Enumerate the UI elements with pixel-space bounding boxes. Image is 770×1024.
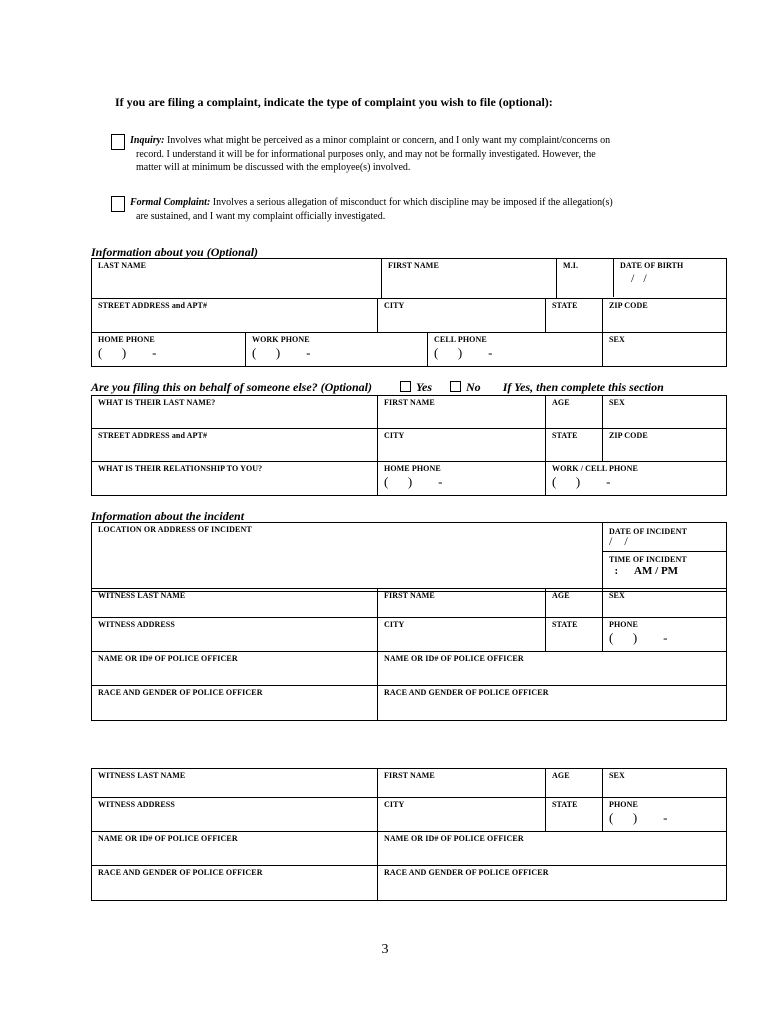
witness1-address-label: WITNESS ADDRESS xyxy=(98,620,175,629)
about-zip-field[interactable] xyxy=(603,299,727,333)
their-first-name-field[interactable] xyxy=(378,396,546,429)
inquiry-desc-line3: matter will at minimum be discussed with the employee(s) involved. xyxy=(136,162,411,173)
officer1-race-label: RACE AND GENDER OF POLICE OFFICER xyxy=(98,688,263,697)
incident-title: Information about the incident xyxy=(91,509,245,523)
inquiry-option-text xyxy=(130,134,690,175)
on-behalf-no-checkbox[interactable] xyxy=(450,381,461,392)
witness1-sex-field[interactable] xyxy=(603,589,727,618)
about-state-label: STATE xyxy=(552,301,578,310)
their-city-label: CITY xyxy=(384,431,405,440)
complaint-type-heading: If you are filing a complaint, indicate the type of complaint you wish to file (optional): xyxy=(115,95,553,109)
about-mi-field[interactable] xyxy=(557,259,614,297)
officer1-name-label: NAME OR ID# OF POLICE OFFICER xyxy=(98,654,238,663)
incident-date-placeholder: / / xyxy=(609,534,628,548)
witness1-state-field[interactable] xyxy=(546,618,603,652)
witness2-phone-placeholder: ( ) - xyxy=(609,810,668,825)
their-home-phone-field[interactable] xyxy=(378,462,546,496)
their-relationship-label: WHAT IS THEIR RELATIONSHIP TO YOU? xyxy=(98,464,263,473)
formal-complaint-desc-line2: are sustained, and I want my complaint officially investigated. xyxy=(136,210,386,222)
witness2-sex-label: SEX xyxy=(609,771,625,780)
officer2-race-field[interactable] xyxy=(378,686,727,721)
about-work-phone-field[interactable] xyxy=(246,333,428,367)
officer2-name-field[interactable] xyxy=(378,652,727,686)
formal-complaint-option-text xyxy=(130,196,690,223)
incident-location-label: LOCATION OR ADDRESS OF INCIDENT xyxy=(98,525,252,534)
witness2-officer2-name-field[interactable] xyxy=(378,832,727,866)
their-work-cell-phone-placeholder: ( ) - xyxy=(552,474,611,489)
about-sex-label: SEX xyxy=(609,335,625,344)
their-street-label: STREET ADDRESS and APT# xyxy=(98,431,208,440)
about-street-field[interactable] xyxy=(92,299,378,333)
formal-complaint-desc-line1: Involves a serious allegation of misconduct for which discipline may be imposed if the allegation(s) xyxy=(210,197,613,208)
about-you-title: Information about you (Optional) xyxy=(91,245,259,259)
witness2-state-field[interactable] xyxy=(546,798,603,832)
witness1-city-label: CITY xyxy=(384,620,405,629)
about-sex-field[interactable] xyxy=(603,333,727,367)
witness1-city-field[interactable] xyxy=(378,618,546,652)
witness2-phone-label: PHONE xyxy=(609,800,638,809)
their-sex-label: SEX xyxy=(609,398,625,407)
about-last-name-label: LAST NAME xyxy=(98,261,147,270)
witness1-first-name-label: FIRST NAME xyxy=(384,591,435,600)
witness2-officer2-name-label: NAME OR ID# OF POLICE OFFICER xyxy=(384,834,524,843)
incident-witness-table xyxy=(91,588,727,721)
their-home-phone-label: HOME PHONE xyxy=(384,464,441,473)
inquiry-checkbox[interactable] xyxy=(111,134,125,150)
officer2-name-label: NAME OR ID# OF POLICE OFFICER xyxy=(384,654,524,663)
page-number: 3 xyxy=(381,942,389,957)
about-work-phone-label: WORK PHONE xyxy=(252,335,310,344)
their-zip-label: ZIP CODE xyxy=(609,431,648,440)
witness2-age-label: AGE xyxy=(552,771,570,780)
about-cell-phone-placeholder: ( ) - xyxy=(434,345,493,360)
about-work-phone-placeholder: ( ) - xyxy=(252,345,311,360)
incident-date-field[interactable] xyxy=(603,523,727,552)
about-cell-phone-field[interactable] xyxy=(428,333,603,367)
their-sex-field[interactable] xyxy=(603,396,727,429)
inquiry-desc-line2: record. I understand it will be for informational purposes only, and may not be formally investigated. However, the xyxy=(136,148,596,160)
about-mi-dob-field[interactable] xyxy=(557,259,727,299)
inquiry-desc-line1: Involves what might be perceived as a minor complaint or concern, and I only want my complaint/concerns on xyxy=(164,135,611,146)
incident-time-placeholder: : AM / PM xyxy=(609,565,679,577)
witness2-city-label: CITY xyxy=(384,800,405,809)
their-city-field[interactable] xyxy=(378,429,546,462)
witness2-officer1-race-label: RACE AND GENDER OF POLICE OFFICER xyxy=(98,868,263,877)
their-age-label: AGE xyxy=(552,398,570,407)
about-you-phone-row xyxy=(91,332,727,367)
witness1-phone-label: PHONE xyxy=(609,620,638,629)
witness2-address-field[interactable] xyxy=(92,798,378,832)
on-behalf-yes-label: Yes xyxy=(416,380,433,394)
their-first-name-label: FIRST NAME xyxy=(384,398,435,407)
witness2-officer2-race-field[interactable] xyxy=(378,866,727,901)
their-last-name-field[interactable] xyxy=(92,396,378,429)
on-behalf-yes-checkbox[interactable] xyxy=(400,381,411,392)
witness2-officer1-name-label: NAME OR ID# OF POLICE OFFICER xyxy=(98,834,238,843)
about-zip-label: ZIP CODE xyxy=(609,301,648,310)
their-work-cell-phone-field[interactable] xyxy=(546,462,727,496)
about-city-field[interactable] xyxy=(378,299,546,333)
witness2-officer2-race-label: RACE AND GENDER OF POLICE OFFICER xyxy=(384,868,549,877)
officer2-race-label: RACE AND GENDER OF POLICE OFFICER xyxy=(384,688,549,697)
about-cell-phone-label: CELL PHONE xyxy=(434,335,487,344)
on-behalf-no-label: No xyxy=(466,380,481,394)
formal-complaint-checkbox[interactable] xyxy=(111,196,125,212)
witness2-city-field[interactable] xyxy=(378,798,546,832)
about-home-phone-field[interactable] xyxy=(92,333,246,367)
witness2-officer1-name-field[interactable] xyxy=(92,832,378,866)
about-first-name-label: FIRST NAME xyxy=(388,261,439,270)
their-last-name-label: WHAT IS THEIR LAST NAME? xyxy=(98,398,216,407)
witness2-last-name-field[interactable] xyxy=(92,769,378,798)
about-street-label: STREET ADDRESS and APT# xyxy=(98,301,208,310)
witness1-phone-placeholder: ( ) - xyxy=(609,630,668,645)
about-dob-field[interactable] xyxy=(614,259,726,297)
about-mi-label: M.I. xyxy=(563,261,579,270)
their-work-cell-phone-label: WORK / CELL PHONE xyxy=(552,464,638,473)
about-you-grid xyxy=(91,258,727,299)
witness2-first-name-field[interactable] xyxy=(378,769,546,798)
their-state-label: STATE xyxy=(552,431,578,440)
incident-location-field[interactable] xyxy=(92,523,603,592)
witness1-sex-label: SEX xyxy=(609,591,625,600)
witness1-address-field[interactable] xyxy=(92,618,378,652)
about-home-phone-label: HOME PHONE xyxy=(98,335,155,344)
about-state-field[interactable] xyxy=(546,299,603,333)
witness1-last-name-label: WITNESS LAST NAME xyxy=(98,591,186,600)
witness2-last-name-label: WITNESS LAST NAME xyxy=(98,771,186,780)
witness1-age-field[interactable] xyxy=(546,589,603,618)
about-first-name-field[interactable] xyxy=(382,259,557,299)
witness1-age-label: AGE xyxy=(552,591,570,600)
about-city-label: CITY xyxy=(384,301,405,310)
witness2-age-field[interactable] xyxy=(546,769,603,798)
witness2-address-label: WITNESS ADDRESS xyxy=(98,800,175,809)
their-age-field[interactable] xyxy=(546,396,603,429)
formal-complaint-label: Formal Complaint: xyxy=(130,197,211,208)
about-last-name-field[interactable] xyxy=(92,259,382,299)
inquiry-label: Inquiry: xyxy=(130,135,165,146)
incident-location-table xyxy=(91,522,727,592)
witness1-last-name-field[interactable] xyxy=(92,589,378,618)
on-behalf-question: Are you filing this on behalf of someone else? (Optional) xyxy=(91,380,373,394)
on-behalf-instruction: If Yes, then complete this section xyxy=(502,380,664,394)
about-home-phone-placeholder: ( ) - xyxy=(98,345,157,360)
on-behalf-table xyxy=(91,395,727,496)
incident-time-label: TIME OF INCIDENT xyxy=(609,555,687,564)
their-state-field[interactable] xyxy=(546,429,603,462)
incident-date-label: DATE OF INCIDENT xyxy=(609,527,688,536)
witness2-state-label: STATE xyxy=(552,800,578,809)
about-dob-placeholder: / / xyxy=(628,271,647,285)
on-behalf-question-row xyxy=(91,380,731,395)
their-street-field[interactable] xyxy=(92,429,378,462)
witness2-officer1-race-field[interactable] xyxy=(92,866,378,901)
witness1-state-label: STATE xyxy=(552,620,578,629)
officer1-name-field[interactable] xyxy=(92,652,378,686)
about-dob-label: DATE OF BIRTH xyxy=(620,261,684,270)
witness2-first-name-label: FIRST NAME xyxy=(384,771,435,780)
their-home-phone-placeholder: ( ) - xyxy=(384,474,443,489)
witness2-sex-field[interactable] xyxy=(603,769,727,798)
witness2-phone-field[interactable] xyxy=(603,798,727,832)
witness1-phone-field[interactable] xyxy=(603,618,727,652)
about-you-address-row xyxy=(91,298,727,333)
incident-time-field[interactable] xyxy=(603,552,727,592)
officer1-race-field[interactable] xyxy=(92,686,378,721)
witness1-first-name-field[interactable] xyxy=(378,589,546,618)
their-relationship-field[interactable] xyxy=(92,462,378,496)
witness2-table xyxy=(91,768,727,901)
their-zip-field[interactable] xyxy=(603,429,727,462)
